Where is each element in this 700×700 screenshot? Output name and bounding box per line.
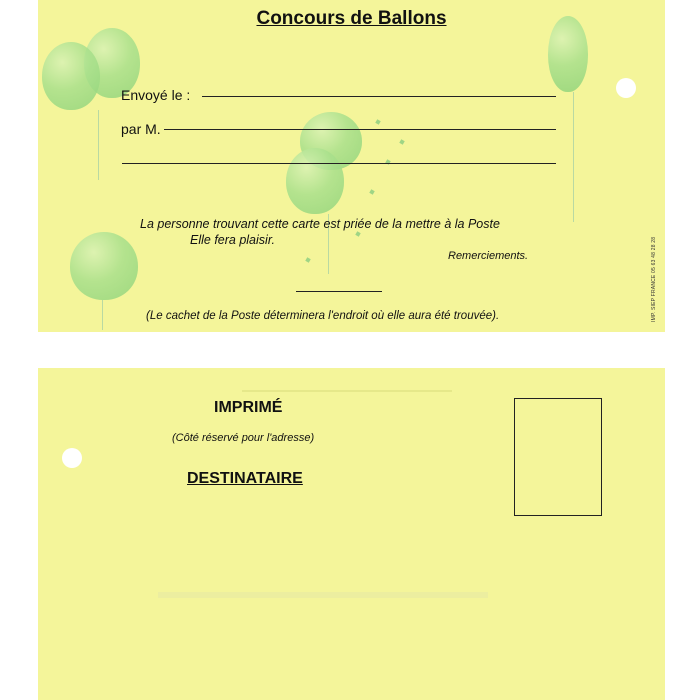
- print-label: IMPRIMÉ: [214, 399, 283, 416]
- balloon-illustration: [42, 42, 100, 110]
- back-card: [38, 368, 665, 700]
- balloon-string: [102, 300, 103, 330]
- stamp-box: [514, 398, 602, 516]
- balloon-illustration: [286, 148, 344, 214]
- address-side-note: (Côté réservé pour l'adresse): [172, 432, 315, 444]
- sent-date-line: [202, 96, 556, 97]
- punch-hole: [62, 448, 82, 468]
- punch-hole: [616, 78, 636, 98]
- confetti: [355, 231, 360, 236]
- front-card: [38, 0, 665, 332]
- balloon-string: [98, 110, 99, 180]
- card-title: Concours de Ballons: [256, 8, 447, 29]
- signature-line: [296, 291, 382, 292]
- confetti: [369, 189, 374, 194]
- thanks-text: Remerciements.: [448, 250, 529, 262]
- confetti: [305, 257, 310, 262]
- sender-line-2: [122, 163, 556, 164]
- postmark-note: (Le cachet de la Poste déterminera l'endroit où elle aura été trouvée).: [146, 310, 500, 322]
- sender-label: par M.: [121, 121, 161, 137]
- sender-line: [164, 129, 556, 130]
- balloon-illustration: [70, 232, 138, 300]
- show-through-line: [158, 592, 488, 598]
- sent-date-label: Envoyé le :: [121, 87, 191, 103]
- show-through-title: [242, 376, 452, 392]
- finder-message-2: Elle fera plaisir.: [190, 233, 275, 247]
- printer-credit: IMP. SIEP FRANCE 05 63 48 28 28: [651, 236, 657, 322]
- confetti: [399, 139, 404, 144]
- balloon-string: [573, 92, 574, 222]
- recipient-heading: DESTINATAIRE: [187, 470, 303, 487]
- confetti: [375, 119, 380, 124]
- finder-message: La personne trouvant cette carte est priée de la mettre à la Poste: [140, 217, 500, 231]
